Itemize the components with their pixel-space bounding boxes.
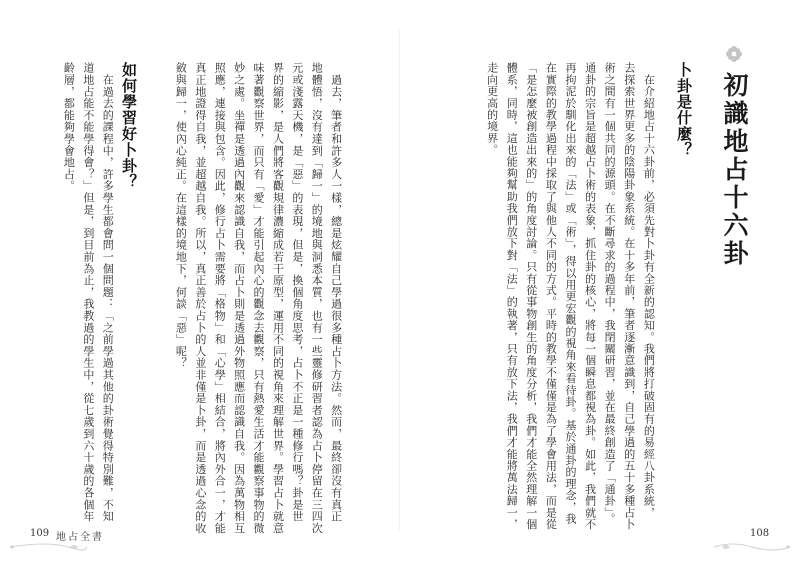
text-column: 通卦的宗旨是超越占卜術的表象，抓住卦的核心，將每一個瞬息都視為卦。如此，我們就不	[583, 62, 597, 530]
text-column: 界的縮影，是人們將客觀規律濃縮成若干原型，運用不同的視角來理解世界。學習占卜就意	[271, 62, 285, 534]
text-column: 「是怎麼被創造出來的」的角度討論。只有從事物創生的角度分析，我們才能全然理解一個	[524, 62, 538, 530]
page-gutter	[399, 30, 400, 530]
text-column: 在過去的課程中，許多學生都會問一個問題：「之前學過其他的卦術覺得特別難，不知	[101, 62, 115, 523]
flower-ornament-icon	[725, 45, 743, 63]
page-number-right: 108	[750, 528, 770, 539]
text-column: 體系，同時，這也能夠幫助我們放下對「法」的執著，只有放下法，我們才能將萬法歸一，	[505, 62, 519, 530]
running-title: 地占全書	[56, 532, 104, 543]
left-page-body-text-b	[59, 62, 117, 523]
text-column: 地體悟，沒有達到「歸一」的境地與洞悉本質，也有一些靈修研習者認為占卜停留在三四次	[310, 62, 324, 534]
text-column: 真正地證得自我，並超越自我。所以，真正善於占卜的人並非僅是卜卦，而是透過心念的收	[193, 62, 207, 534]
left-page-body-text-a	[171, 62, 346, 534]
text-column: 斂與歸一，使內心純正。在這樣的境地下，何談「惡」呢？	[174, 62, 188, 369]
text-column: 在實際的教學過程中採取了與他人不同的方式。平時的教學不僅僅是為了學會用法，而是從	[544, 62, 558, 530]
text-column: 在介紹地占十六卦前，必須先對卜卦有全新的認知。我們將打破固有的易經八卦系統，	[642, 62, 656, 519]
right-page-body-text	[482, 62, 658, 530]
text-column: 味著觀察世界，而只有「愛」才能引起內心的觀念去觀察，只有熱愛生活才能觀察事物的微	[252, 62, 266, 534]
text-column: 再拘泥於馴化出來的「法」或「術」，得以用更宏觀的視角來看待卦。基於通卦的理念，我	[563, 62, 577, 525]
text-column: 照應，連接與包含。因此，修行占卜需要將「格物」和「心學」相結合，將內外合一，才能	[213, 62, 227, 534]
text-column: 齡層，都能夠學會地占。	[62, 62, 76, 192]
text-column: 妙之處。坐禪是透過內觀來認識自我，而占卜則是透過外物照應而認識自我。因為萬物相互	[232, 62, 246, 534]
section-heading-what-is-divination: 卜卦是什麼？	[675, 62, 693, 158]
text-column: 道地占能不能學得會？」但是，到目前為止，我教過的學生中，從七歲到六十歲的各個年	[81, 62, 95, 523]
section-heading-how-to-learn: 如何學習好卜卦？	[120, 62, 138, 190]
text-column: 過去，筆者和許多人一樣，總是炫耀自己學過很多種占卜方法。然而，最終卻沒有真正	[329, 62, 343, 523]
text-column: 走向更高的境界。	[485, 62, 499, 156]
text-column: 元或淺露天機，是「惡」的表現，但是，換個角度思考，占卜不正是一種修行嗎？卦是世	[290, 62, 304, 523]
page-number-left: 109	[30, 528, 50, 539]
footer-flourish-left-icon	[8, 541, 88, 553]
chapter-title: 初識地占十六卦	[720, 72, 749, 268]
text-column: 術之間有一個共同的源頭。在不斷尋求的過程中，我閉關研習，並在最終創造了「通卦」。	[603, 62, 617, 525]
text-column: 去探索世界更多的陰陽卦象系統。在十多年前，筆者逐漸意識到，自己學過的五十多種占卜	[622, 62, 636, 530]
footer-flourish-right-icon	[712, 541, 792, 553]
